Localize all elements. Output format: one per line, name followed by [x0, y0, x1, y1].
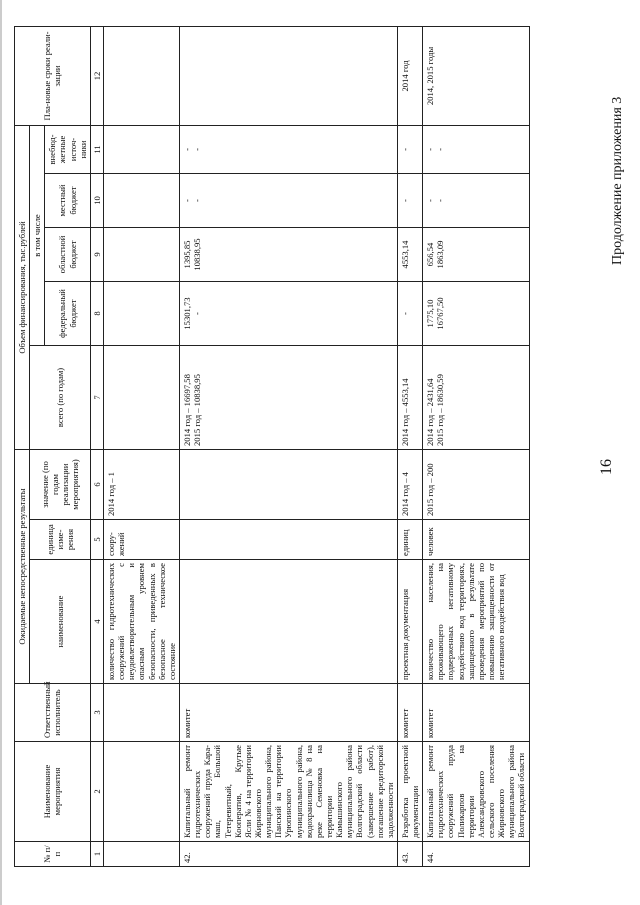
financing-regional: [103, 228, 179, 282]
col-number: 4: [90, 560, 103, 684]
row-number: 42.: [179, 842, 397, 867]
page-number: 16: [598, 459, 615, 475]
header-measure-name: Наименование мероприятия: [15, 742, 91, 842]
result-name: [179, 560, 397, 684]
executor: комитет: [423, 684, 529, 742]
row-number: [103, 842, 179, 867]
header-regional: областной бюджет: [45, 228, 91, 282]
header-local: местный бюджет: [45, 174, 91, 228]
col-number: 2: [90, 742, 103, 842]
header-extrabudget: внебюд-жетные источ-ники: [45, 125, 91, 173]
header-federal: федеральный бюджет: [45, 282, 91, 346]
planned-period: [179, 26, 397, 125]
program-table: [14, 26, 530, 867]
result-value: 2014 год – 1: [103, 450, 179, 520]
header-period: Пла-новые сроки реали-зации: [15, 26, 91, 125]
header-including: в том числе: [30, 125, 45, 345]
financing-extrabudget: - -: [179, 125, 397, 173]
result-name: количество населения, проживающего на подверженных негативному воздействию вод территориях, защищенного в результате проведения мероприятий по повышению защищенности от негативного воздействия вод: [423, 560, 529, 684]
col-number: 10: [90, 174, 103, 228]
planned-period: 2014 год: [397, 26, 422, 125]
financing-federal: -: [397, 282, 422, 346]
header-total: всего (по годам): [30, 346, 91, 450]
header-value: значение (по годам реализации мероприятия): [30, 450, 91, 520]
executor: [103, 684, 179, 742]
result-value: [179, 450, 397, 520]
measure-name: Разработка проектной документации: [397, 742, 422, 842]
scan-edge: [0, 0, 2, 905]
result-unit: человек: [423, 520, 529, 560]
col-number: 1: [90, 842, 103, 867]
financing-federal: [103, 282, 179, 346]
result-name: количество гидротехнических сооружений с неудовлетворительным и опасным уровнем безопасности, приведенных в безопасное техническое состояние: [103, 560, 179, 684]
result-unit: [179, 520, 397, 560]
continuation-caption: Продолжение приложения 3: [610, 96, 625, 265]
row-number: 43.: [397, 842, 422, 867]
financing-total: 2014 год – 4553,14: [397, 346, 422, 450]
row-number: 44.: [423, 842, 529, 867]
table-row: [179, 26, 397, 866]
measure-name: Капитальный ремонт гидротехнических сооружений пруда Поликарпов на территории Александровского сельского поселения Жирновского муниципального района Волгоградской области: [423, 742, 529, 842]
header-results-group: Ожидаемые непосредственные результаты: [15, 450, 30, 684]
planned-period: 2014, 2015 годы: [423, 26, 529, 125]
planned-period: [103, 26, 179, 125]
col-number: 8: [90, 282, 103, 346]
executor: комитет: [179, 684, 397, 742]
financing-local: -: [397, 174, 422, 228]
financing-federal: 15301,73 -: [179, 282, 397, 346]
header-number: № п/п: [15, 842, 91, 867]
financing-regional: 656,54 1863,09: [423, 228, 529, 282]
result-value: 2014 год – 4: [397, 450, 422, 520]
measure-name: [103, 742, 179, 842]
financing-total: 2014 год – 16697,58 2015 год – 10838,95: [179, 346, 397, 450]
financing-regional: 1395,85 10838,95: [179, 228, 397, 282]
column-numbers-row: [90, 26, 103, 866]
header-executor: Ответственный исполнитель: [15, 684, 91, 742]
table-row: [423, 26, 529, 866]
col-number: 5: [90, 520, 103, 560]
col-number: 12: [90, 26, 103, 125]
header-unit: единица изме-рения: [30, 520, 91, 560]
financing-extrabudget: -: [397, 125, 422, 173]
result-name: проектная документация: [397, 560, 422, 684]
col-number: 11: [90, 125, 103, 173]
header-result-name: наименование: [30, 560, 91, 684]
financing-local: - -: [423, 174, 529, 228]
col-number: 6: [90, 450, 103, 520]
financing-federal: 1775,10 16767,50: [423, 282, 529, 346]
col-number: 7: [90, 346, 103, 450]
col-number: 3: [90, 684, 103, 742]
table-row: [397, 26, 422, 866]
executor: комитет: [397, 684, 422, 742]
header-financing-group: Объем финансирования, тыс.рублей: [15, 125, 30, 449]
financing-regional: 4553,14: [397, 228, 422, 282]
col-number: 9: [90, 228, 103, 282]
result-value: 2015 год – 200: [423, 450, 529, 520]
result-unit: соору-жений: [103, 520, 179, 560]
financing-extrabudget: [103, 125, 179, 173]
table-row: [103, 26, 179, 866]
result-unit: единиц: [397, 520, 422, 560]
measure-name: Капитальный ремонт гидротехнических сооружений пруда Кара-маш, Большой Тетеревитный, Кооператив, Крутые Ясли № 4 на территории Жирновского муниципального района, Панский на территории Урюпинского муниципального района, водохранилища № 8 на реке Семеновка на территории Камышинского муниципального района Волгоградской области (завершение работ), погашение кредиторской задолженности: [179, 742, 397, 842]
financing-local: [103, 174, 179, 228]
financing-local: - -: [179, 174, 397, 228]
financing-total: [103, 346, 179, 450]
financing-extrabudget: - -: [423, 125, 529, 173]
financing-total: 2014 год – 2431,64 2015 год – 18630,59: [423, 346, 529, 450]
